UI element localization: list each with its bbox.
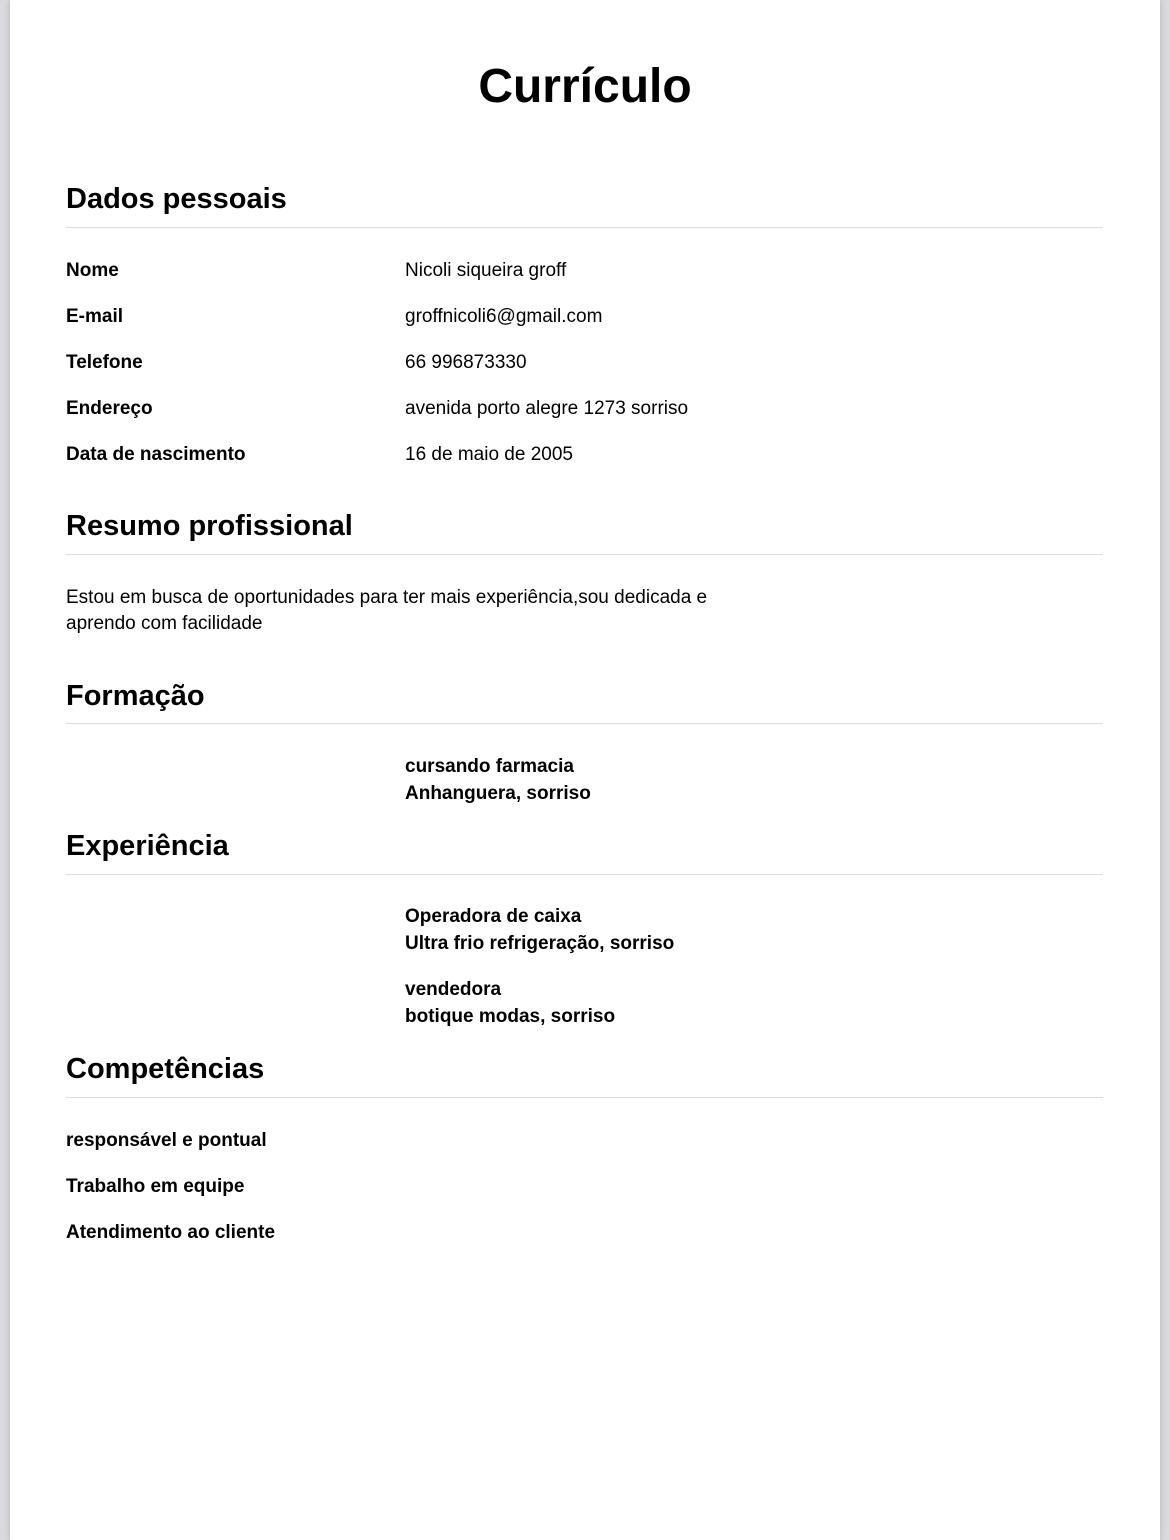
personal-value-phone: 66 996873330 [405, 352, 527, 373]
summary-text: Estou em busca de oportunidades para ter mais experiência,sou dedicada e aprendo com facilidade [66, 587, 708, 634]
personal-label-name: Nome [66, 260, 119, 281]
experience-entry [405, 977, 615, 1030]
section-heading-personal: Dados pessoais [66, 183, 287, 215]
education-entry-title: cursando farmacia [405, 756, 574, 777]
personal-value-address: avenida porto alegre 1273 sorriso [405, 398, 689, 419]
personal-label-phone: Telefone [66, 352, 143, 373]
skill-item: Atendimento ao cliente [66, 1222, 276, 1243]
personal-value-birthdate: 16 de maio de 2005 [405, 444, 573, 465]
section-divider [66, 1097, 1103, 1098]
skill-item: Trabalho em equipe [66, 1176, 245, 1197]
section-divider [66, 227, 1103, 228]
personal-value-email: groffnicoli6@gmail.com [405, 306, 603, 327]
experience-entry-place: Ultra frio refrigeração, sorriso [405, 932, 675, 954]
section-divider [66, 874, 1103, 875]
document-title: Currículo [478, 60, 692, 113]
personal-label-email: E-mail [66, 306, 124, 327]
education-entry [405, 754, 591, 807]
experience-entry [405, 904, 674, 957]
section-heading-skills: Competências [66, 1053, 265, 1085]
experience-entry-title: vendedora [405, 979, 502, 1000]
section-divider [66, 723, 1103, 724]
section-heading-experience: Experiência [66, 830, 229, 862]
resume-page [10, 0, 1160, 1540]
personal-label-birthdate: Data de nascimento [66, 444, 246, 465]
education-entry-place: Anhanguera, sorriso [405, 782, 591, 804]
personal-label-address: Endereço [66, 398, 153, 419]
personal-value-name: Nicoli siqueira groff [405, 260, 567, 281]
section-divider [66, 554, 1103, 555]
experience-entry-place: botique modas, sorriso [405, 1005, 616, 1027]
section-heading-summary: Resumo profissional [66, 510, 353, 542]
section-heading-education: Formação [66, 680, 205, 712]
experience-entry-title: Operadora de caixa [405, 906, 582, 927]
skill-item: responsável e pontual [66, 1130, 267, 1151]
